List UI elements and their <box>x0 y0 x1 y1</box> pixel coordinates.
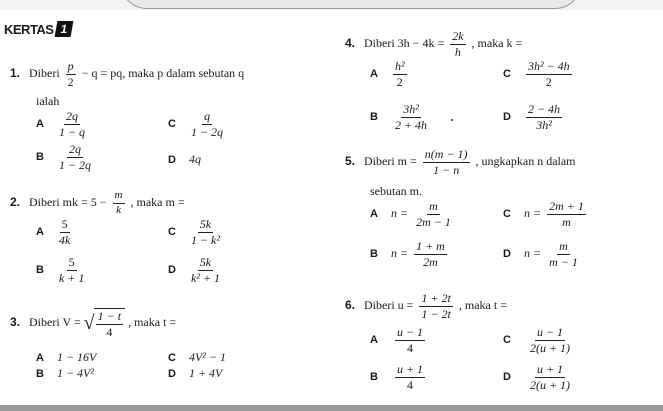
fraction: $\frac{\text{3h² − 4h}}{2}$ <box>527 59 570 89</box>
fraction: $\frac{u + 1}{2(u + 1)}$ <box>529 362 571 392</box>
option-1a[interactable]: A $\frac{2q}{1 - q}$ <box>36 109 86 139</box>
option-2d[interactable]: D $\frac{5k}{\text{k² + 1}}$ <box>168 255 220 285</box>
fraction: $\frac{1 + m}{2m}$ <box>416 239 445 269</box>
fraction: $\frac{m}{2m - 1}$ <box>416 199 451 229</box>
question-text: , maka k = <box>471 35 523 50</box>
question-number: 6. <box>345 297 356 312</box>
square-root: √ $\frac{1 - t}{4}$ <box>84 308 125 338</box>
fraction: $\frac{p}{2}$ <box>67 59 74 89</box>
fraction: $\frac{5}{4k}$ <box>58 217 71 247</box>
option-3d[interactable]: D 1 + 4V <box>168 366 223 380</box>
fraction: $\frac{2m + 1}{m}$ <box>549 199 584 229</box>
fraction: $\frac{u + 1}{4}$ <box>396 362 424 392</box>
fraction: $\frac{n(m - 1)}{1 - n}$ <box>424 147 468 177</box>
top-decoration <box>120 0 582 9</box>
option-4d[interactable]: D $\frac{2 - 4h}{\text{3h²}}$ <box>503 102 561 132</box>
option-3c[interactable]: C 4V² − 1 <box>168 350 226 364</box>
question-text: , maka t = <box>128 314 177 329</box>
question-text: − q = pq, maka p dalam sebutan q <box>81 65 245 80</box>
question-text: Diberi V = <box>29 314 81 329</box>
fraction: $\frac{5k}{\text{k² + 1}}$ <box>190 255 220 285</box>
fraction: $\frac{\text{3h²}}{2 + 4h}$ <box>394 102 428 132</box>
question-text: , ungkapkan n dalam <box>475 153 576 168</box>
paper-header <box>4 20 72 38</box>
option-1c[interactable]: C $\frac{q}{1 - 2q}$ <box>168 109 224 139</box>
question-2 <box>10 190 185 216</box>
question-text: , maka t = <box>458 297 507 312</box>
option-2a[interactable]: A $\frac{5}{4k}$ <box>36 217 71 247</box>
fraction: $\frac{5k}{\text{1 − k²}}$ <box>190 217 220 247</box>
question-5 <box>345 148 576 176</box>
fraction: $\frac{\text{h²}}{2}$ <box>394 59 405 89</box>
question-number: 2. <box>10 194 21 209</box>
option-4b[interactable]: B $\frac{\text{3h²}}{2 + 4h}$ <box>370 102 428 132</box>
option-6a[interactable]: A $\frac{u - 1}{4}$ <box>370 325 424 355</box>
question-text-line2: sebutan m. <box>370 184 422 198</box>
question-6 <box>345 292 507 320</box>
option-5a[interactable]: A n = $\frac{m}{2m - 1}$ <box>370 199 451 229</box>
option-3a[interactable]: A 1 − 16V <box>36 350 97 364</box>
question-text: , maka m = <box>130 194 185 209</box>
paper-label: KERTAS <box>4 21 54 37</box>
question-number: 5. <box>345 153 356 168</box>
question-number: 1. <box>10 65 21 80</box>
stray-mark <box>451 119 453 121</box>
fraction: $\frac{u - 1}{4}$ <box>396 325 424 355</box>
fraction: $\frac{2q}{1 - 2q}$ <box>58 142 92 172</box>
question-text: Diberi mk = 5 − <box>29 194 107 209</box>
question-number: 4. <box>345 35 356 50</box>
option-6c[interactable]: C $\frac{u - 1}{2(u + 1)}$ <box>503 325 571 355</box>
top-edge <box>0 0 663 10</box>
fraction: $\frac{u - 1}{2(u + 1)}$ <box>529 325 571 355</box>
fraction: $\frac{m}{m - 1}$ <box>549 239 578 269</box>
option-1d[interactable]: D 4q <box>168 152 201 166</box>
question-text: Diberi u = <box>364 297 414 312</box>
fraction: $\frac{5}{k + 1}$ <box>58 255 85 285</box>
option-6b[interactable]: B $\frac{u + 1}{4}$ <box>370 362 424 392</box>
paper-number-badge: 1 <box>55 21 74 37</box>
option-6d[interactable]: D $\frac{u + 1}{2(u + 1)}$ <box>503 362 571 392</box>
option-5d[interactable]: D n = $\frac{m}{m - 1}$ <box>503 239 578 269</box>
fraction: $\frac{q}{1 - 2q}$ <box>190 109 224 139</box>
option-2c[interactable]: C $\frac{5k}{\text{1 − k²}}$ <box>168 217 220 247</box>
option-1b[interactable]: B $\frac{2q}{1 - 2q}$ <box>36 142 92 172</box>
question-4 <box>345 30 522 58</box>
question-text: Diberi <box>29 65 60 80</box>
question-text: Diberi 3h − 4k = <box>364 35 445 50</box>
question-text-line2: ialah <box>36 94 60 108</box>
fraction: $\frac{m}{k}$ <box>114 189 123 216</box>
question-text: Diberi m = <box>364 153 417 168</box>
fraction: $\frac{2k}{h}$ <box>452 29 464 59</box>
question-1 <box>10 60 244 88</box>
fraction: $\frac{2q}{1 - q}$ <box>58 109 86 139</box>
option-4a[interactable]: A $\frac{\text{h²}}{2}$ <box>370 59 405 89</box>
option-2b[interactable]: B $\frac{5}{k + 1}$ <box>36 255 85 285</box>
bottom-edge <box>0 405 663 411</box>
option-4c[interactable]: C $\frac{\text{3h² − 4h}}{2}$ <box>503 59 570 89</box>
fraction: $\frac{2 - 4h}{\text{3h²}}$ <box>527 102 561 132</box>
option-5c[interactable]: C n = $\frac{2m + 1}{m}$ <box>503 199 584 229</box>
option-3b[interactable]: B 1 − 4V² <box>36 366 94 380</box>
option-5b[interactable]: B n = $\frac{1 + m}{2m}$ <box>370 239 445 269</box>
question-3 <box>10 308 176 338</box>
question-number: 3. <box>10 314 21 329</box>
fraction: $\frac{1 + 2t}{1 - 2t}$ <box>421 291 451 321</box>
